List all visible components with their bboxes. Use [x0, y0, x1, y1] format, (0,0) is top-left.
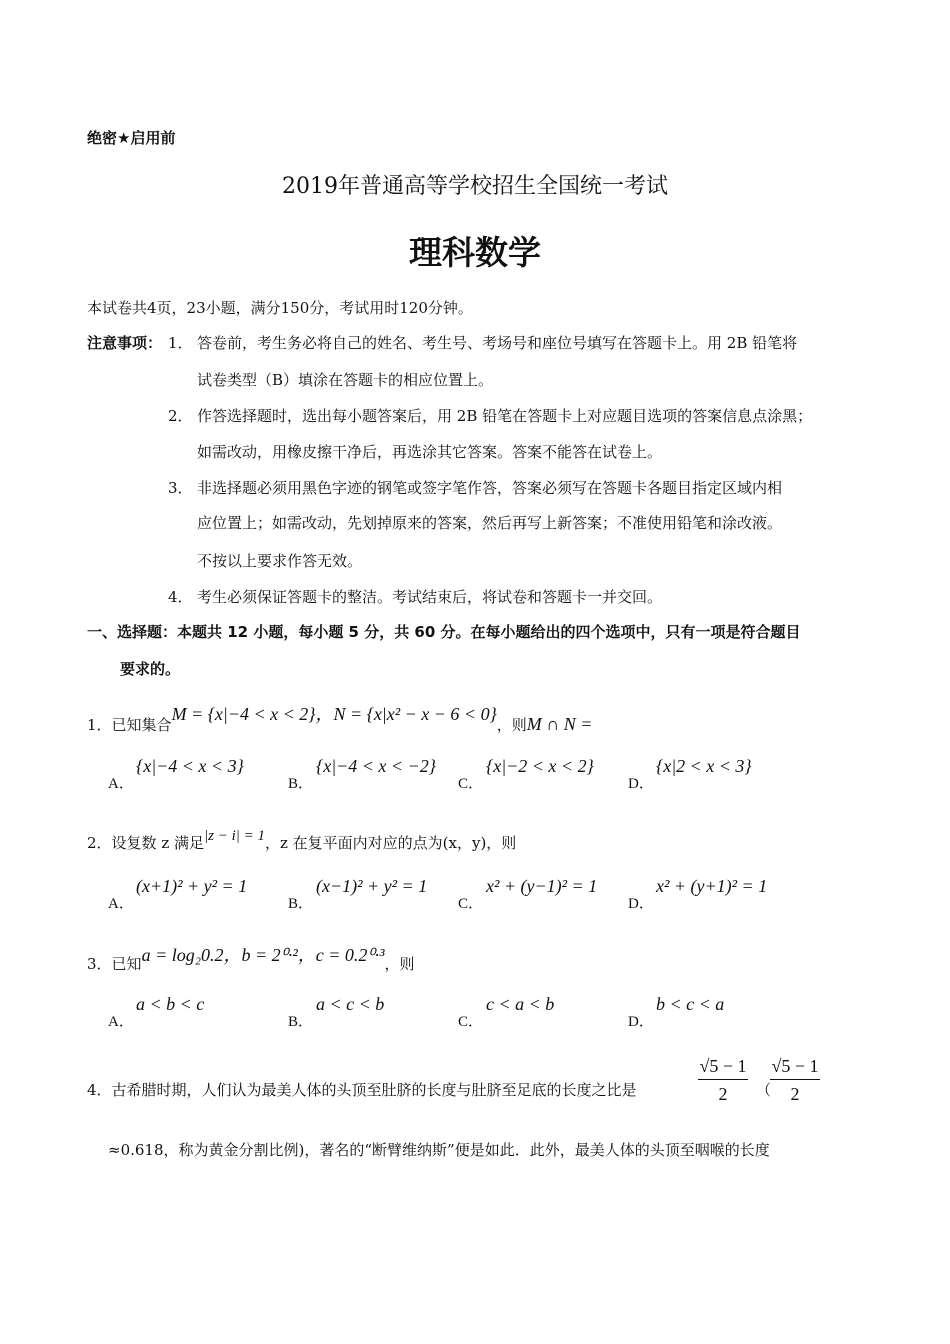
question-math: |z − i| = 1	[204, 828, 265, 844]
question-math: a = log₂0.2，b = 2⁰·²，c = 0.2⁰·³	[141, 945, 385, 965]
notice-line: 不按以上要求作答无效。	[197, 552, 363, 570]
section-heading: 一、选择题：本题共 12 小题，每小题 5 分，共 60 分。在每小题给出的四个选项中，只有一项是符合题目	[87, 623, 801, 641]
question-math: M = {x|−4 < x < 2}，N = {x|x² − x − 6 < 0}	[171, 704, 497, 724]
notice-line: 作答选择题时，选出每小题答案后，用 2B 铅笔在答题卡上对应题目选项的答案信息点涂黑；	[197, 407, 813, 425]
notices-label: 注意事项：	[87, 334, 163, 352]
notice-num: 3．	[168, 479, 193, 497]
question-num: 1．	[87, 716, 112, 734]
exam-title: 2019年普通高等学校招生全国统一考试	[282, 174, 668, 199]
question-num: 4．	[87, 1081, 112, 1099]
question-stem: 设复数 z 满足	[111, 834, 204, 852]
notice-line: 答卷前，考生务必将自己的姓名、考生号、考场号和座位号填写在答题卡上。用 2B 铅笔将	[197, 334, 798, 352]
notice-num: 4．	[168, 588, 193, 606]
question-1	[87, 704, 593, 735]
question-tail: ，则	[496, 716, 527, 734]
question-stem: 已知	[111, 955, 142, 973]
notice-line: 如需改动，用橡皮擦干净后，再选涂其它答案。答案不能答在试卷上。	[197, 443, 663, 461]
notice-num: 1．	[168, 334, 193, 352]
question-stem: 古希腊时期，人们认为最美人体的头顶至肚脐的长度与肚脐至足底的长度之比是	[111, 1081, 637, 1099]
question-2	[87, 828, 517, 854]
notice-num: 2．	[168, 407, 193, 425]
notice-line: 试卷类型（B）填涂在答题卡的相应位置上。	[197, 371, 494, 389]
question-math-2: M ∩ N =	[526, 714, 593, 734]
question-tail: ，z 在复平面内对应的点为(x，y)，则	[265, 834, 517, 852]
question-num: 2．	[87, 834, 112, 852]
intro-text: 本试卷共4页，23小题，满分150分，考试用时120分钟。	[87, 299, 473, 317]
question-num: 3．	[87, 955, 112, 973]
notice-line: 考生必须保证答题卡的整洁。考试结束后，将试卷和答题卡一并交回。	[197, 588, 663, 606]
golden-ratio-fraction: $\frac{√5 - 1}{2}$	[699, 1056, 747, 1104]
subject-title: 理科数学	[409, 233, 541, 272]
question-4	[87, 1080, 637, 1100]
secret-label: 绝密★启用前	[87, 129, 176, 147]
golden-ratio-fraction-2: $\frac{√5 - 1}{2}$	[771, 1056, 819, 1104]
question-stem: 已知集合	[111, 716, 172, 734]
exam-page: 绝密★启用前 2019年普通高等学校招生全国统一考试 理科数学 本试卷共4页，23小题，满分150分，考试用时120分钟。 注意事项： 1． 答卷前，考生务必将自己的姓名、考生号、考场号和座位号填写在答题卡上。用 2B 铅笔将 试卷类型（B）填涂在答题卡的相应位置上。 2． 作答选择题时，选出每小题答案后，用 2B 铅笔在答题卡上对应题目选项的答案信息点涂黑； 如需改动，用橡皮擦干净后，再选涂其它答案。答案不能答在试卷上。 3． 非选择题必须用黑色字迹的钢笔或签字笔作答，答案必须写在答题卡各题目指定区域内相 应位置上；如需改动，先划掉原来的答案，然后再写上新答案；不准使用铅笔和涂改液。 不按以上要求作答无效。 4． 考生必须保证答题卡的整洁。考试结束后，将试卷和答题卡一并交回。 一、选择题：本题共 12 小题，每小题 5 分，共 60 分。在每小题给出的四个选项中，只有一项是符合题目 要求的。 1．已知集合M = {x|−4 < x < 2}，N = {x|x² − x − 6 < 0}，则M ∩ N = A． {x|−4 < x < 3} B． {x|−4 < x < −2} C． {x|−2 < x < 2} D． {x|2 < x < 3} 2．设复数 z 满足|z − i| = 1，z 在复平面内对应的点为(x，y)，则 A． (x+1)² + y² = 1 B． (x−1)² + y² = 1 C． x² + (y−1)² = 1 D． x² + (y+1)² = 1 3．已知a = log₂0.2，b = 2⁰·²，c = 0.2⁰·³，则 A． a < b < c B． a < c < b C． c < a < b D． b < c < a 4．古希腊时期，人们认为最美人体的头顶至肚脐的长度与肚脐至足底的长度之比是 $\frac{√5 - 1}{2}$ （ $\frac{√5 - 1}{2}$ ≈0.618，称为黄金分割比例)，著名的“断臂维纳斯”便是如此．此外，最美人体的头顶至咽喉的长度	[0, 0, 950, 1344]
question-tail: ，则	[384, 955, 415, 973]
paren: （	[756, 1081, 772, 1099]
question-4-line-2: ≈0.618，称为黄金分割比例)，著名的“断臂维纳斯”便是如此．此外，最美人体的头顶至咽喉的长度	[108, 1141, 770, 1159]
question-3	[87, 945, 415, 974]
section-heading-cont: 要求的。	[120, 660, 181, 678]
notice-line: 非选择题必须用黑色字迹的钢笔或签字笔作答，答案必须写在答题卡各题目指定区域内相	[197, 479, 783, 497]
notice-line: 应位置上；如需改动，先划掉原来的答案，然后再写上新答案；不准使用铅笔和涂改液。	[197, 514, 783, 532]
